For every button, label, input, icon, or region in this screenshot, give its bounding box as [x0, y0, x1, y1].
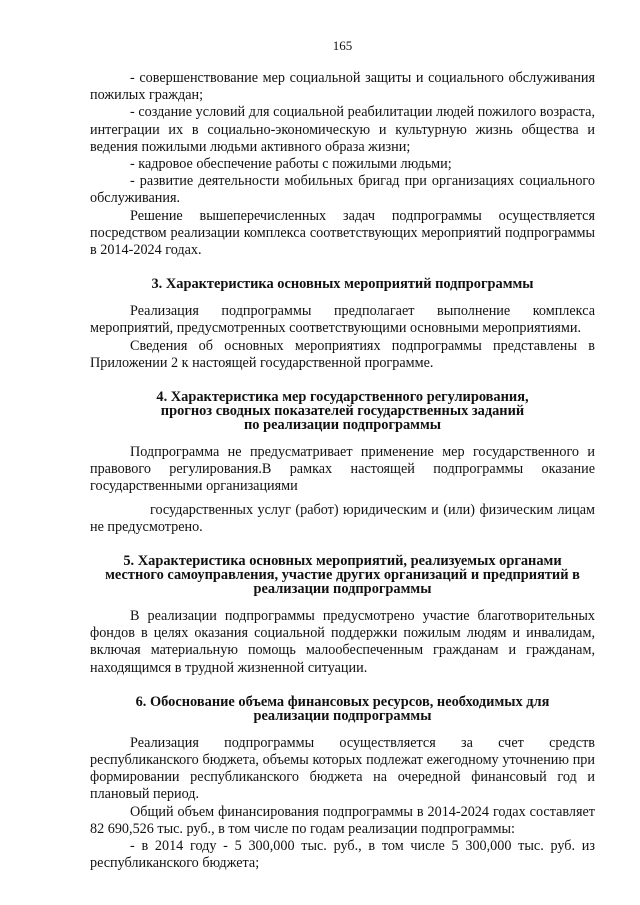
paragraph-tasks: Решение вышеперечисленных задач подпрограммы осуществляется посредством реализации комплекса соответствующих мероприятий подпрограммы в 2014-2024 годах. [90, 207, 595, 259]
section-3-heading: 3. Характеристика основных мероприятий подпрограммы [151, 276, 534, 293]
bullet-item: - создание условий для социальной реабилитации людей пожилого возраста, интеграции их в социально-экономическую и культурную жизнь общества и ведения пожилыми людьми активного образа жизни; [90, 104, 595, 155]
bullet-item: - совершенствование мер социальной защиты и социального обслуживания пожилых граждан; [90, 70, 595, 104]
section-5-paragraph: В реализации подпрограммы предусмотрено участие благотворительных фондов в целях оказания социальной поддержки пожилым людям и инвалидам, включая материальную помощь малообеспеченным гражданам и гражданам, находящимся в трудной жизненной ситуации. [90, 608, 595, 676]
section-4-paragraph: Подпрограмма не предусматривает применение мер государственного и правового регулирования.В рамках настоящей подпрограммы оказание государственными организациями [90, 444, 595, 495]
section-6-paragraph: - в 2014 году - 5 300,000 тыс. руб., в том числе 5 300,000 тыс. руб. из республиканского бюджета; [90, 838, 595, 872]
section-6-paragraph: Общий объем финансирования подпрограммы в 2014-2024 годах составляет 82 690,526 тыс. руб., в том числе по годам реализации подпрограммы: [90, 803, 595, 837]
section-5-heading: 5. Характеристика основных мероприятий, реализуемых органами местного самоуправления, участие других организаций и предприятий в реализации подпрограммы [105, 553, 580, 598]
page-content [90, 70, 595, 873]
section-3-paragraph: Сведения об основных мероприятиях подпрограммы представлены в Приложении 2 к настоящей государственной программе. [90, 337, 595, 371]
section-6-heading: 6. Обоснование объема финансовых ресурсов, необходимых для реализации подпрограммы [135, 693, 550, 724]
bullet-item: - развитие деятельности мобильных бригад при организациях социального обслуживания. [90, 173, 595, 207]
section-4-heading: 4. Характеристика мер государственного регулирования, прогноз сводных показателей государственных заданий по реализации подпрограммы [156, 389, 529, 434]
section-3-paragraph: Реализация подпрограммы предполагает выполнение комплекса мероприятий, предусмотренных соответствующими основными мероприятиями. [90, 303, 595, 337]
bullet-item: - кадровое обеспечение работы с пожилыми людьми; [130, 156, 452, 173]
page-number: 165 [332, 38, 353, 53]
section-6-paragraph: Реализация подпрограммы осуществляется за счет средств республиканского бюджета, объемы которых подлежат ежегодному уточнению при формировании республиканского бюджета на очередной финансовый год и плановый период. [90, 734, 595, 803]
section-4-paragraph: государственных услуг (работ) юридическим и (или) физическим лицам не предусмотрено. [90, 501, 595, 535]
